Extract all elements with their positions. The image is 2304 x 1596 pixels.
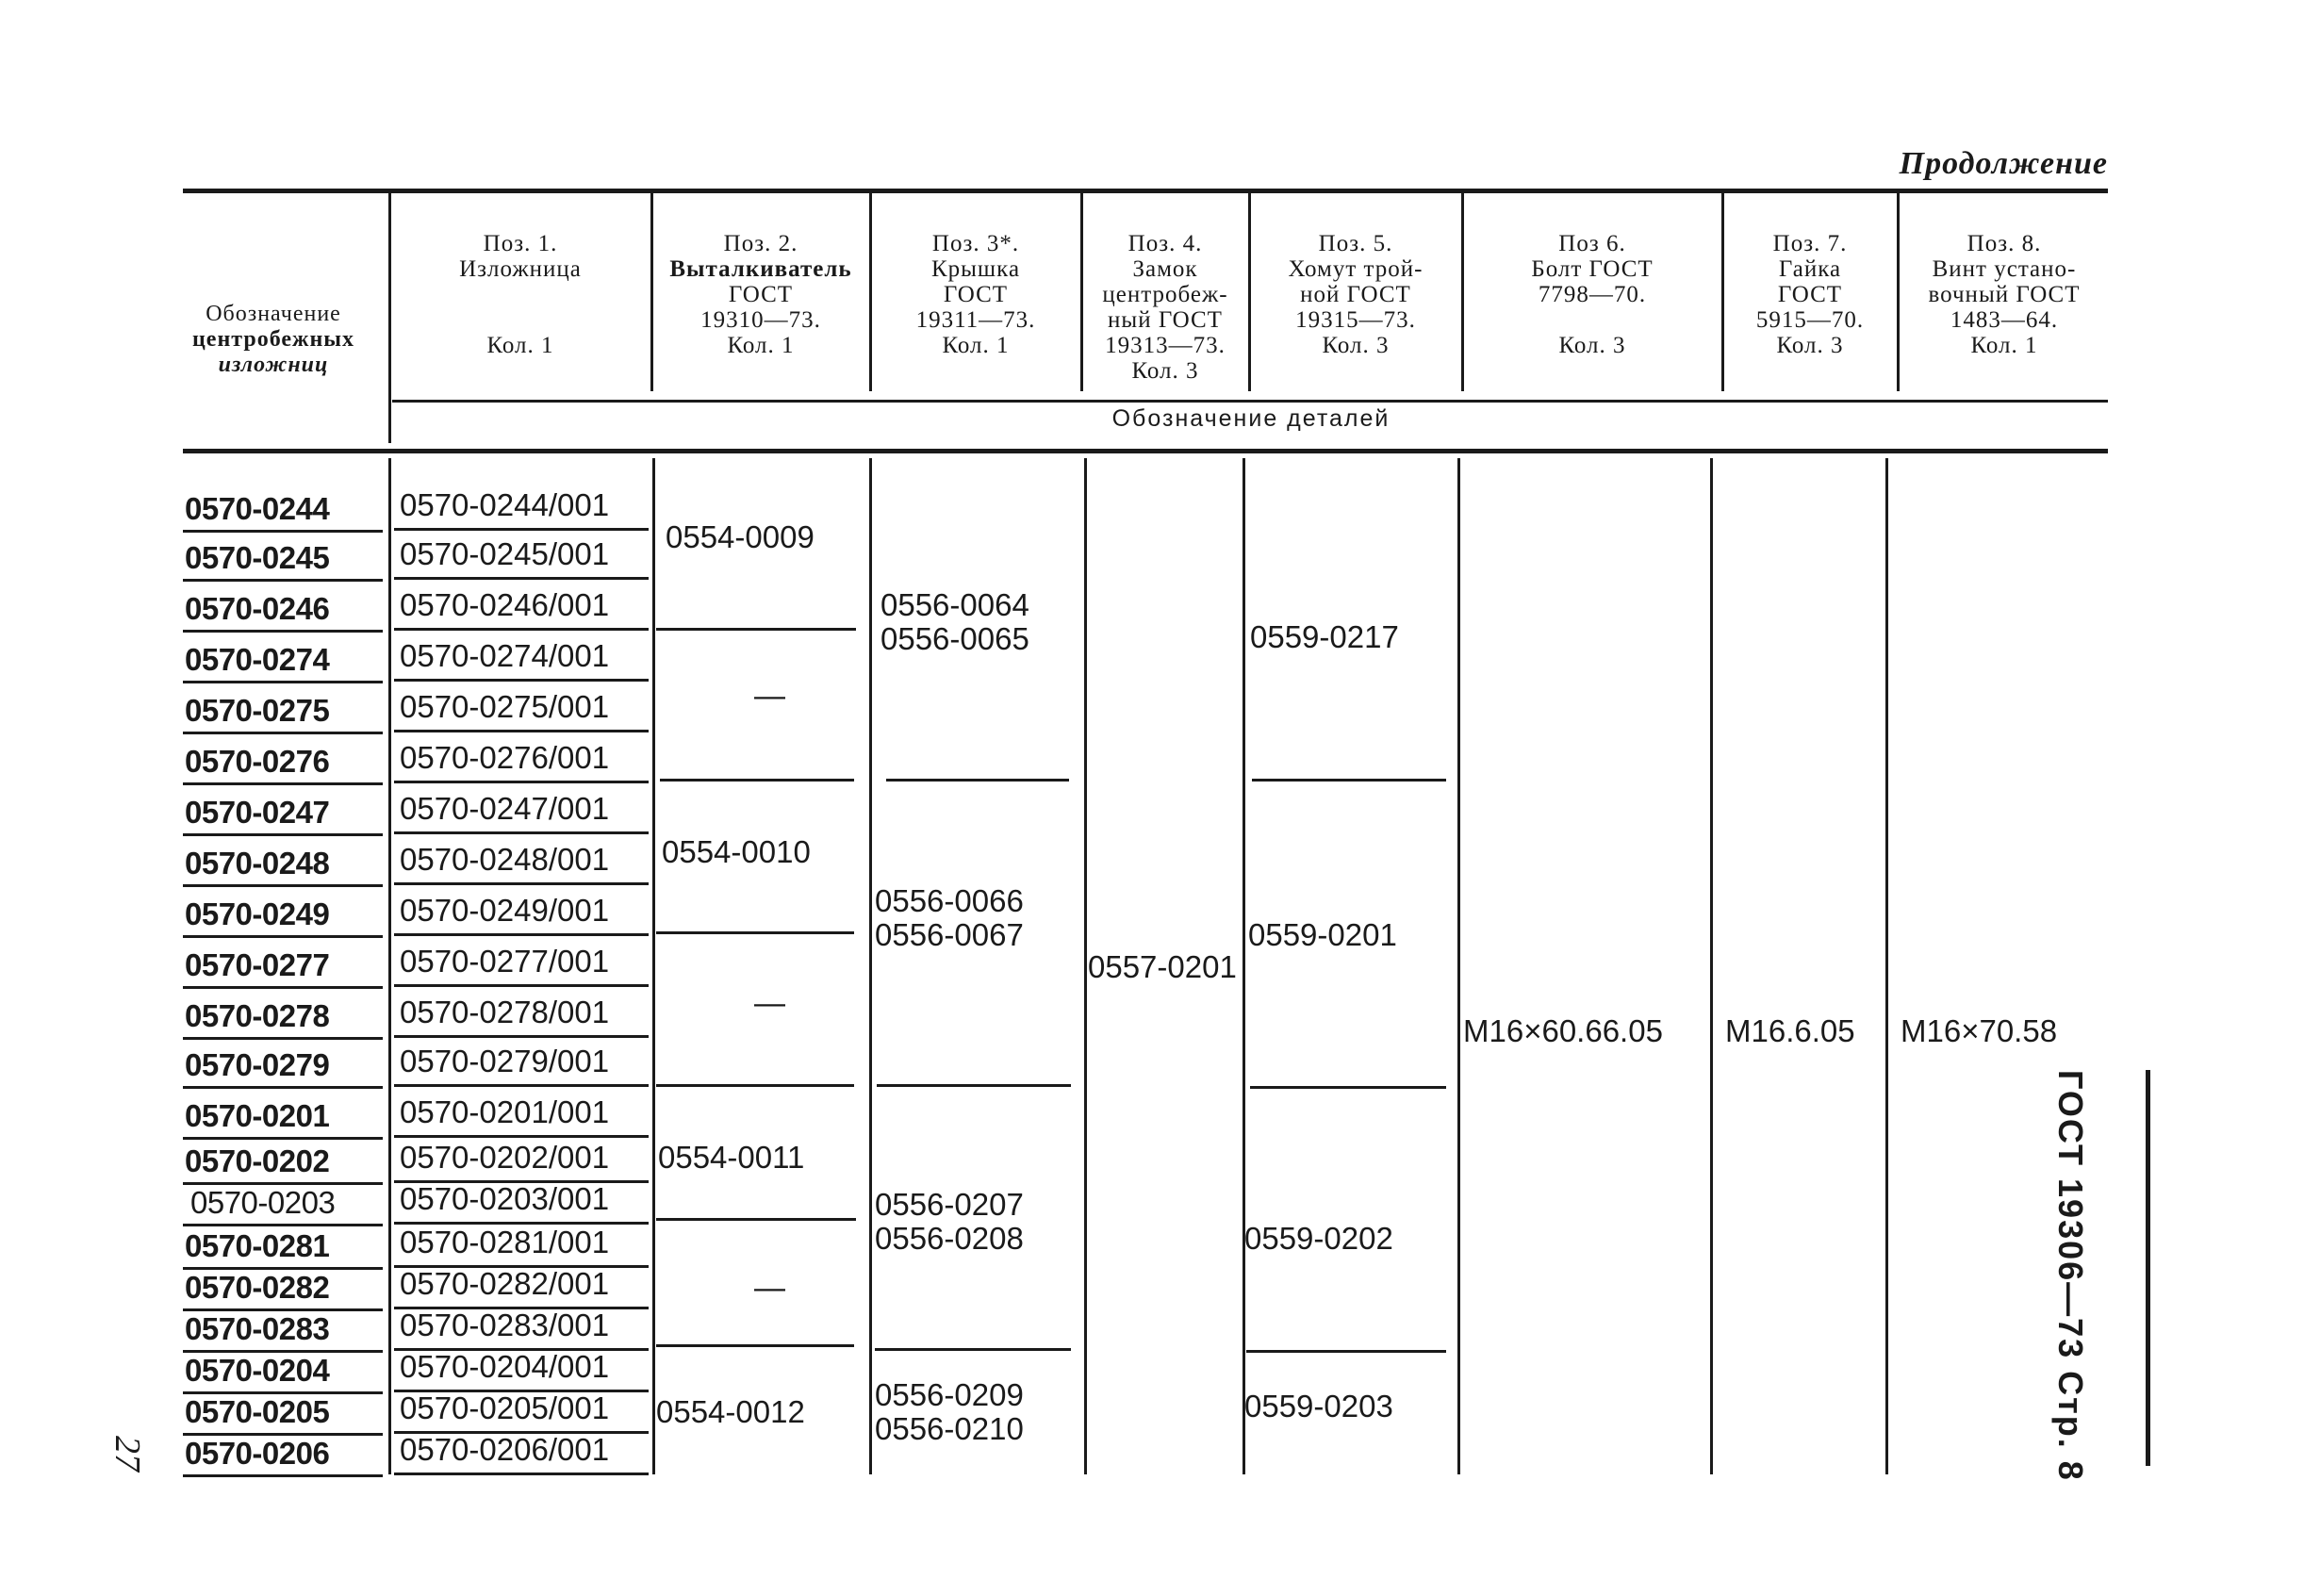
row-rule: [394, 831, 649, 834]
header-line: Кол. 1: [942, 333, 1010, 358]
details-label: Обозначение деталей: [1111, 405, 1391, 432]
row-rule: [183, 530, 383, 533]
header-line: Поз 6.: [1558, 231, 1626, 256]
header-line: 1483—64.: [1950, 307, 2059, 333]
mold-designation: 0570-0276: [185, 744, 330, 779]
continuation-label: Продолжение: [1899, 146, 2108, 181]
mold-designation: 0570-0274: [185, 642, 330, 677]
cover-code: 0556-0208: [875, 1221, 1024, 1256]
header-spacer: [392, 282, 649, 307]
body-divider: [869, 458, 872, 1474]
header-divider: [650, 193, 653, 391]
row-rule: [394, 528, 649, 531]
ejector-cell: —: [754, 678, 785, 713]
header-designation: [160, 302, 387, 378]
clamp-cell: 0559-0217: [1250, 619, 1399, 654]
mold-designation: 0570-0206: [185, 1436, 330, 1471]
clamp-rule: [1246, 1350, 1446, 1353]
header-bottom-rule: [183, 449, 2108, 453]
mold-designation: 0570-0249: [185, 897, 330, 931]
cover-code: 0556-0067: [875, 917, 1024, 952]
part-designation: 0570-0203/001: [400, 1181, 610, 1216]
row-rule: [394, 730, 649, 732]
row-rule: [394, 628, 649, 631]
clamp-rule: [1250, 1086, 1446, 1089]
cover-cell: [880, 588, 1029, 656]
mold-designation: 0570-0205: [185, 1394, 330, 1429]
part-designation: 0570-0205/001: [400, 1390, 610, 1425]
header-line: Кол. 3: [1776, 333, 1844, 358]
header-line: 19313—73.: [1105, 333, 1226, 358]
body-divider: [1243, 458, 1245, 1474]
part-designation: 0570-0282/001: [400, 1266, 610, 1301]
lock-cell: 0557-0201: [1088, 949, 1237, 984]
header-line: Поз. 8.: [1967, 231, 2042, 256]
header-divider: [1897, 193, 1900, 391]
row-rule: [394, 984, 649, 987]
header-line: Болт ГОСТ: [1531, 256, 1654, 282]
header-divider: [1080, 193, 1083, 391]
row-rule: [394, 933, 649, 936]
row-rule: [394, 1035, 649, 1038]
part-designation: 0570-0245/001: [400, 536, 610, 571]
row-rule: [394, 1473, 649, 1475]
body-divider: [1084, 458, 1087, 1474]
row-rule: [183, 833, 383, 836]
part-designation: 0570-0248/001: [400, 842, 610, 877]
row-rule: [183, 782, 383, 785]
cover-cell: [875, 884, 1024, 952]
header-line: Хомут трой-: [1288, 256, 1424, 282]
mold-designation: 0570-0281: [185, 1228, 330, 1263]
header-line: Выталкиватель: [669, 256, 852, 282]
header-spacer: [392, 307, 649, 333]
cover-code: 0556-0210: [875, 1411, 1024, 1446]
cover-cell: [875, 1378, 1024, 1446]
header-line: Поз. 5.: [1318, 231, 1393, 256]
row-rule: [394, 679, 649, 682]
header-spacer: [1465, 307, 1720, 333]
header-line: изложниц: [218, 353, 329, 377]
body-divider: [652, 458, 655, 1474]
body-divider: [388, 458, 391, 1474]
header-line: Винт устано-: [1932, 256, 2077, 282]
row-rule: [183, 1137, 383, 1140]
mold-designation: 0570-0248: [185, 846, 330, 880]
mold-designation: 0570-0244: [185, 491, 330, 526]
header-line: Кол. 3: [1131, 358, 1199, 384]
row-rule: [183, 935, 383, 938]
row-rule: [183, 986, 383, 989]
header-pos4: [1084, 231, 1246, 384]
ejector-cell: 0554-0012: [656, 1394, 805, 1429]
header-line: ГОСТ: [1777, 282, 1843, 307]
header-line: ГОСТ: [943, 282, 1009, 307]
nut-cell: M16.6.05: [1725, 1013, 1855, 1048]
header-line: Кол. 3: [1322, 333, 1390, 358]
header-line: Поз. 3*.: [931, 231, 1020, 256]
mold-designation: 0570-0275: [185, 693, 330, 728]
row-rule: [183, 1474, 383, 1477]
cover-cell: [875, 1188, 1024, 1256]
clamp-cell: 0559-0202: [1244, 1221, 1393, 1256]
row-rule: [394, 1135, 649, 1138]
part-designation: 0570-0201/001: [400, 1094, 610, 1129]
part-designation: 0570-0244/001: [400, 487, 610, 522]
mold-designation: 0570-0283: [185, 1311, 330, 1346]
ejector-rule: [656, 931, 854, 934]
header-pos1: [392, 231, 649, 358]
header-pos6: [1465, 231, 1720, 358]
standard-page-caption: ГОСТ 19306—73 Стр. 8: [2051, 1070, 2090, 1482]
header-pos5: [1252, 231, 1459, 358]
ejector-cell: 0554-0009: [666, 519, 815, 554]
body-divider: [1457, 458, 1460, 1474]
ejector-rule: [656, 1084, 854, 1087]
header-line: Замок: [1132, 256, 1198, 282]
row-rule: [183, 1224, 383, 1226]
ejector-rule: [656, 1344, 854, 1347]
row-rule: [394, 781, 649, 783]
row-rule: [183, 1037, 383, 1040]
header-line: Кол. 1: [727, 333, 795, 358]
header-line: Обозначение: [206, 302, 341, 326]
ejector-rule: [660, 779, 854, 782]
clamp-cell: 0559-0203: [1244, 1389, 1393, 1423]
header-line: Поз. 7.: [1772, 231, 1848, 256]
header-line: Поз. 1.: [483, 231, 558, 256]
header-line: 19310—73.: [700, 307, 821, 333]
bolt-cell: M16×60.66.05: [1463, 1013, 1663, 1048]
header-pos2: [654, 231, 867, 358]
page-number: 27: [107, 1436, 147, 1472]
mold-designation: 0570-0247: [185, 795, 330, 830]
row-rule: [394, 1084, 649, 1087]
part-designation: 0570-0279/001: [400, 1044, 610, 1078]
header-divider: [869, 193, 872, 391]
header-line: Изложница: [459, 256, 582, 282]
ejector-cell: 0554-0011: [658, 1140, 805, 1175]
body-divider: [1710, 458, 1713, 1474]
body-divider: [1885, 458, 1888, 1474]
details-rule: [392, 400, 2108, 403]
cover-code: 0556-0064: [880, 587, 1029, 622]
header-line: вочный ГОСТ: [1928, 282, 2081, 307]
header-divider: [1248, 193, 1251, 391]
clamp-cell: 0559-0201: [1248, 917, 1397, 952]
header-line: Гайка: [1778, 256, 1842, 282]
part-designation: 0570-0278/001: [400, 995, 610, 1029]
header-line: центробежных: [191, 327, 355, 352]
header-line: 7798—70.: [1538, 282, 1647, 307]
header-line: ный ГОСТ: [1108, 307, 1223, 333]
ejector-cell: —: [754, 985, 785, 1020]
header-line: 5915—70.: [1755, 307, 1865, 333]
mold-designation: 0570-0203: [190, 1185, 336, 1220]
header-line: Кол. 1: [1970, 333, 2038, 358]
header-line: ГОСТ: [728, 282, 794, 307]
mold-designation: 0570-0201: [185, 1098, 330, 1133]
mold-designation: 0570-0204: [185, 1353, 330, 1388]
row-rule: [183, 884, 383, 887]
header-line: Кол. 1: [486, 333, 554, 358]
mold-designation: 0570-0278: [185, 998, 330, 1033]
header-line: ной ГОСТ: [1300, 282, 1411, 307]
row-rule: [183, 630, 383, 633]
header-line: 19315—73.: [1295, 307, 1416, 333]
ejector-cell: 0554-0010: [662, 834, 811, 869]
part-designation: 0570-0247/001: [400, 791, 610, 826]
header-line: Поз. 2.: [723, 231, 798, 256]
row-rule: [183, 1086, 383, 1089]
screw-cell: M16×70.58: [1901, 1013, 2058, 1048]
cover-rule: [886, 779, 1069, 782]
header-line: Поз. 4.: [1127, 231, 1203, 256]
ejector-rule: [656, 628, 856, 631]
cover-code: 0556-0209: [875, 1377, 1024, 1412]
header-line: Кол. 3: [1558, 333, 1626, 358]
ejector-cell: —: [754, 1270, 785, 1305]
row-rule: [394, 577, 649, 580]
header-line: Крышка: [930, 256, 1021, 282]
side-caption-rule: [2146, 1070, 2150, 1466]
row-rule: [183, 732, 383, 734]
part-designation: 0570-0275/001: [400, 689, 610, 724]
cover-code: 0556-0065: [880, 621, 1029, 656]
cover-code: 0556-0207: [875, 1187, 1024, 1222]
row-rule: [183, 579, 383, 582]
table-top-rule: [183, 189, 2108, 193]
mold-designation: 0570-0202: [185, 1144, 330, 1178]
header-divider: [1461, 193, 1464, 391]
header-pos7: [1725, 231, 1895, 358]
mold-designation: 0570-0282: [185, 1270, 330, 1305]
mold-designation: 0570-0277: [185, 947, 330, 982]
clamp-rule: [1252, 779, 1446, 782]
mold-designation: 0570-0246: [185, 591, 330, 626]
cover-rule: [875, 1348, 1071, 1351]
part-designation: 0570-0277/001: [400, 944, 610, 979]
part-designation: 0570-0281/001: [400, 1225, 610, 1259]
part-designation: 0570-0246/001: [400, 587, 610, 622]
header-line: центробеж-: [1102, 282, 1228, 307]
cover-code: 0556-0066: [875, 883, 1024, 918]
cover-rule: [877, 1084, 1071, 1087]
part-designation: 0570-0274/001: [400, 638, 610, 673]
part-designation: 0570-0276/001: [400, 740, 610, 775]
row-rule: [394, 882, 649, 885]
part-designation: 0570-0206/001: [400, 1432, 610, 1467]
part-designation: 0570-0283/001: [400, 1308, 610, 1342]
row-rule: [183, 681, 383, 683]
part-designation: 0570-0202/001: [400, 1140, 610, 1175]
header-line: 19311—73.: [915, 307, 1036, 333]
part-designation: 0570-0204/001: [400, 1349, 610, 1384]
header-pos8: [1901, 231, 2108, 358]
ejector-rule: [656, 1218, 856, 1221]
header-divider: [1721, 193, 1724, 391]
part-designation: 0570-0249/001: [400, 893, 610, 928]
mold-designation: 0570-0245: [185, 540, 330, 575]
header-pos3: [873, 231, 1078, 358]
mold-designation: 0570-0279: [185, 1047, 330, 1082]
